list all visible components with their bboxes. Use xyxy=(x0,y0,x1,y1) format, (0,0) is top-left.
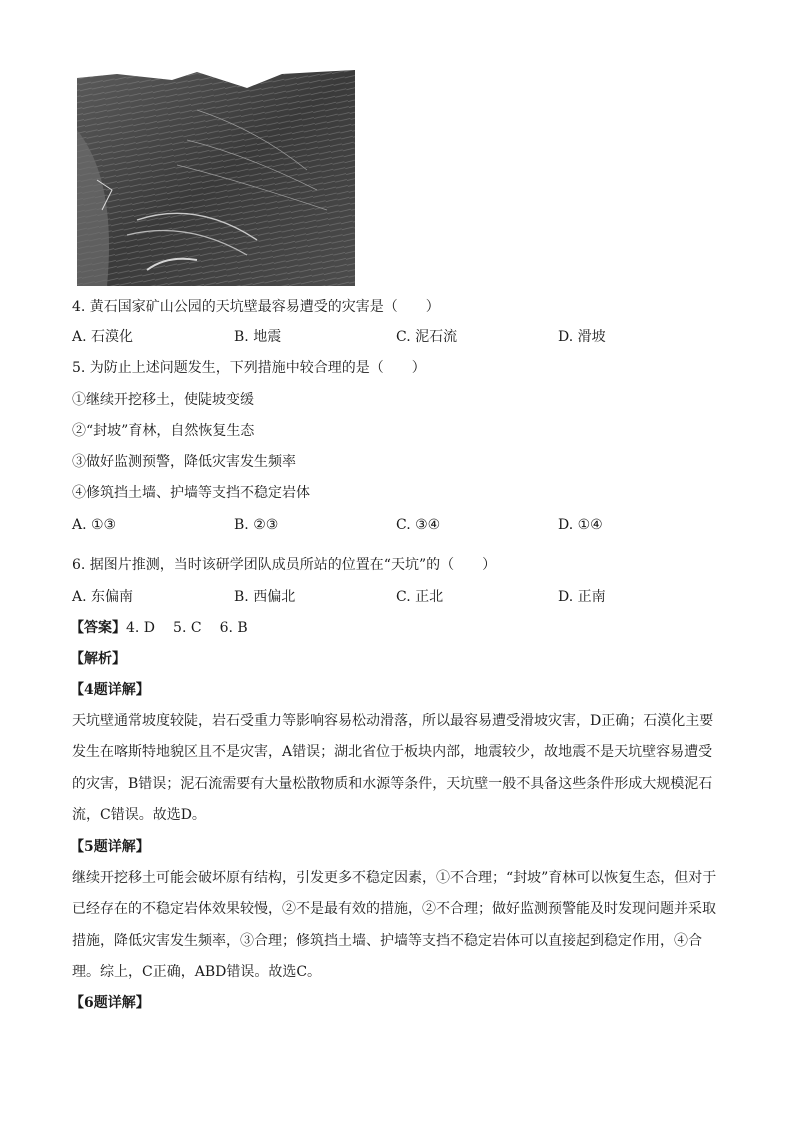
q4-option-b: B. 地震 xyxy=(234,329,282,345)
q5-item-1: ①继续开挖移土，使陡坡变缓 xyxy=(72,392,254,408)
q5-item-2: ②“封坡”育林，自然恢复生态 xyxy=(72,423,255,439)
q5-option-d: D. ①④ xyxy=(558,517,603,533)
answer-row xyxy=(70,618,266,638)
q6-option-d: D. 正南 xyxy=(558,589,606,605)
detail-6-heading: 【6题详解】 xyxy=(70,995,150,1011)
pit-wall-photo xyxy=(77,70,355,286)
q5-stem: 5. 为防止上述问题发生，下列措施中较合理的是（ ） xyxy=(72,360,426,376)
answer-label: 【答案】 xyxy=(70,620,126,636)
q5-option-b: B. ②③ xyxy=(234,517,279,533)
q4-option-d: D. 滑坡 xyxy=(558,329,606,345)
answer-6: 6. B xyxy=(219,620,248,636)
q5-item-3: ③做好监测预警，降低灾害发生频率 xyxy=(72,454,296,470)
q6-option-c: C. 正北 xyxy=(396,589,444,605)
answer-4: 4. D xyxy=(126,620,156,636)
detail-4-heading: 【4题详解】 xyxy=(70,682,150,698)
q5-item-4: ④修筑挡土墙、护墙等支挡不稳定岩体 xyxy=(72,485,310,501)
q6-option-b: B. 西偏北 xyxy=(234,589,296,605)
answer-5: 5. C xyxy=(173,620,202,636)
analysis-label: 【解析】 xyxy=(70,651,126,667)
q6-stem: 6. 据图片推测，当时该研学团队成员所站的位置在“天坑”的（ ） xyxy=(72,557,497,573)
detail-5-text: 继续开挖移土可能会破坏原有结构，引发更多不稳定因素，①不合理；“封坡”育林可以恢复生态，但对于已经存在的不稳定岩体效果较慢，②不是最有效的措施，②不合理；做好监测预警能及时发现问题并采取措施，降低灾害发生频率，③合理；修筑挡土墙、护墙等支挡不稳定岩体可以直接起到稳定作用，④合理。综上，C正确，ABD错误。故选C。 xyxy=(72,870,717,980)
q6-option-a: A. 东偏南 xyxy=(72,589,134,605)
q4-option-a: A. 石漠化 xyxy=(72,329,134,345)
q4-stem: 4. 黄石国家矿山公园的天坑壁最容易遭受的灾害是（ ） xyxy=(72,299,440,315)
detail-4-text: 天坑壁通常坡度较陡，岩石受重力等影响容易松动滑落，所以最容易遭受滑坡灾害，D正确；石漠化主要发生在喀斯特地貌区且不是灾害，A错误；湖北省位于板块内部，地震较少，故地震不是天坑壁容易遭受的灾害，B错误；泥石流需要有大量松散物质和水源等条件，天坑壁一般不具备这些条件形成大规模泥石流，C错误。故选D。 xyxy=(72,713,714,823)
q4-option-c: C. 泥石流 xyxy=(396,329,458,345)
q5-option-a: A. ①③ xyxy=(72,517,117,533)
detail-5-heading: 【5题详解】 xyxy=(70,839,150,855)
q5-option-c: C. ③④ xyxy=(396,517,441,533)
